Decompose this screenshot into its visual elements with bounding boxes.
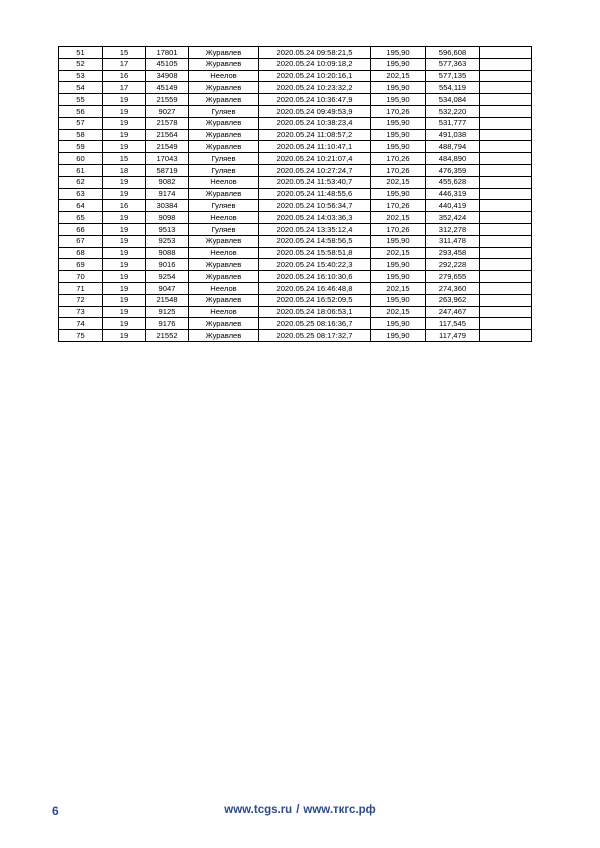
- cell-group: 19: [103, 294, 146, 306]
- cell-arrival-time: 2020.05.24 14:03:36,3: [259, 212, 371, 224]
- cell-speed: 554,119: [426, 82, 480, 94]
- cell-place: 74: [59, 318, 103, 330]
- cell-arrival-time: 2020.05.24 11:53:40,7: [259, 176, 371, 188]
- table-row: [59, 176, 532, 188]
- cell-distance: 170,26: [371, 200, 426, 212]
- cell-owner: Журавлев: [189, 318, 259, 330]
- cell-ring-number: 21549: [146, 141, 189, 153]
- cell-owner: Неелов: [189, 70, 259, 82]
- cell-arrival-time: 2020.05.24 11:08:57,2: [259, 129, 371, 141]
- cell-speed: 311,478: [426, 235, 480, 247]
- cell-place: 56: [59, 105, 103, 117]
- cell-arrival-time: 2020.05.24 10:56:34,7: [259, 200, 371, 212]
- cell-extra: [480, 188, 532, 200]
- cell-place: 64: [59, 200, 103, 212]
- cell-group: 15: [103, 153, 146, 165]
- cell-extra: [480, 117, 532, 129]
- cell-distance: 195,90: [371, 294, 426, 306]
- cell-distance: 202,15: [371, 306, 426, 318]
- cell-distance: 202,15: [371, 212, 426, 224]
- website-link-tcgs[interactable]: www.tcgs.ru: [224, 804, 293, 816]
- table-row: [59, 141, 532, 153]
- cell-ring-number: 21552: [146, 330, 189, 342]
- cell-group: 19: [103, 105, 146, 117]
- cell-owner: Неелов: [189, 282, 259, 294]
- cell-place: 58: [59, 129, 103, 141]
- table-row: [59, 58, 532, 70]
- cell-ring-number: 34908: [146, 70, 189, 82]
- cell-place: 54: [59, 82, 103, 94]
- cell-extra: [480, 294, 532, 306]
- cell-distance: 170,26: [371, 105, 426, 117]
- cell-arrival-time: 2020.05.24 10:27:24,7: [259, 164, 371, 176]
- cell-ring-number: 9176: [146, 318, 189, 330]
- cell-extra: [480, 47, 532, 59]
- cell-group: 19: [103, 306, 146, 318]
- cell-distance: 170,26: [371, 153, 426, 165]
- cell-distance: 202,15: [371, 282, 426, 294]
- cell-group: 16: [103, 200, 146, 212]
- cell-owner: Неелов: [189, 212, 259, 224]
- results-table: [58, 46, 532, 342]
- cell-speed: 534,084: [426, 94, 480, 106]
- cell-extra: [480, 259, 532, 271]
- cell-place: 73: [59, 306, 103, 318]
- page-footer: [0, 804, 600, 824]
- cell-place: 68: [59, 247, 103, 259]
- cell-arrival-time: 2020.05.24 16:46:48,8: [259, 282, 371, 294]
- cell-extra: [480, 153, 532, 165]
- cell-extra: [480, 105, 532, 117]
- cell-extra: [480, 282, 532, 294]
- cell-ring-number: 58719: [146, 164, 189, 176]
- cell-place: 70: [59, 271, 103, 283]
- cell-owner: Неелов: [189, 306, 259, 318]
- cell-distance: 195,90: [371, 94, 426, 106]
- cell-speed: 476,359: [426, 164, 480, 176]
- table-row: [59, 153, 532, 165]
- cell-group: 19: [103, 117, 146, 129]
- cell-distance: 202,15: [371, 70, 426, 82]
- cell-group: 19: [103, 188, 146, 200]
- table-row: [59, 117, 532, 129]
- table-row: [59, 318, 532, 330]
- table-row: [59, 294, 532, 306]
- cell-extra: [480, 141, 532, 153]
- table-row: [59, 330, 532, 342]
- cell-speed: 577,135: [426, 70, 480, 82]
- cell-owner: Журавлев: [189, 188, 259, 200]
- cell-extra: [480, 70, 532, 82]
- page-number: 6: [52, 804, 59, 818]
- cell-ring-number: 9513: [146, 223, 189, 235]
- table-row: [59, 164, 532, 176]
- cell-arrival-time: 2020.05.24 10:21:07,4: [259, 153, 371, 165]
- cell-extra: [480, 306, 532, 318]
- cell-speed: 247,467: [426, 306, 480, 318]
- cell-place: 55: [59, 94, 103, 106]
- cell-owner: Журавлев: [189, 58, 259, 70]
- cell-ring-number: 9254: [146, 271, 189, 283]
- footer-links: [0, 804, 600, 816]
- cell-group: 19: [103, 271, 146, 283]
- cell-speed: 577,363: [426, 58, 480, 70]
- cell-place: 67: [59, 235, 103, 247]
- cell-owner: Журавлев: [189, 259, 259, 271]
- cell-group: 19: [103, 259, 146, 271]
- cell-extra: [480, 200, 532, 212]
- cell-group: 19: [103, 223, 146, 235]
- cell-ring-number: 21559: [146, 94, 189, 106]
- table-row: [59, 70, 532, 82]
- cell-extra: [480, 82, 532, 94]
- cell-speed: 274,360: [426, 282, 480, 294]
- cell-extra: [480, 212, 532, 224]
- cell-group: 18: [103, 164, 146, 176]
- cell-speed: 293,458: [426, 247, 480, 259]
- cell-distance: 202,15: [371, 247, 426, 259]
- table-row: [59, 94, 532, 106]
- cell-ring-number: 30384: [146, 200, 189, 212]
- cell-extra: [480, 247, 532, 259]
- cell-extra: [480, 235, 532, 247]
- cell-speed: 352,424: [426, 212, 480, 224]
- cell-place: 69: [59, 259, 103, 271]
- cell-group: 19: [103, 141, 146, 153]
- cell-group: 19: [103, 318, 146, 330]
- cell-group: 15: [103, 47, 146, 59]
- cell-owner: Журавлев: [189, 294, 259, 306]
- cell-ring-number: 9088: [146, 247, 189, 259]
- cell-place: 62: [59, 176, 103, 188]
- table-row: [59, 259, 532, 271]
- cell-speed: 531,777: [426, 117, 480, 129]
- cell-speed: 440,419: [426, 200, 480, 212]
- cell-ring-number: 17801: [146, 47, 189, 59]
- table-row: [59, 306, 532, 318]
- cell-extra: [480, 176, 532, 188]
- cell-arrival-time: 2020.05.24 10:23:32,2: [259, 82, 371, 94]
- cell-speed: 117,545: [426, 318, 480, 330]
- cell-arrival-time: 2020.05.24 09:49:53,9: [259, 105, 371, 117]
- cell-owner: Гуляев: [189, 105, 259, 117]
- cell-arrival-time: 2020.05.24 09:58:21,5: [259, 47, 371, 59]
- cell-ring-number: 21578: [146, 117, 189, 129]
- cell-owner: Журавлев: [189, 129, 259, 141]
- table-row: [59, 271, 532, 283]
- cell-owner: Гуляев: [189, 164, 259, 176]
- table-row: [59, 247, 532, 259]
- table-row: [59, 105, 532, 117]
- cell-owner: Журавлев: [189, 141, 259, 153]
- cell-arrival-time: 2020.05.24 18:06:53,1: [259, 306, 371, 318]
- cell-extra: [480, 164, 532, 176]
- cell-arrival-time: 2020.05.24 15:40:22,3: [259, 259, 371, 271]
- cell-place: 57: [59, 117, 103, 129]
- table-row: [59, 223, 532, 235]
- cell-place: 60: [59, 153, 103, 165]
- cell-owner: Журавлев: [189, 235, 259, 247]
- cell-distance: 195,90: [371, 129, 426, 141]
- cell-ring-number: 9016: [146, 259, 189, 271]
- cell-ring-number: 17043: [146, 153, 189, 165]
- cell-speed: 312,278: [426, 223, 480, 235]
- cell-owner: Неелов: [189, 247, 259, 259]
- cell-ring-number: 9082: [146, 176, 189, 188]
- cell-distance: 195,90: [371, 259, 426, 271]
- cell-owner: Журавлев: [189, 47, 259, 59]
- cell-distance: 195,90: [371, 235, 426, 247]
- cell-place: 61: [59, 164, 103, 176]
- cell-ring-number: 9253: [146, 235, 189, 247]
- cell-speed: 484,890: [426, 153, 480, 165]
- table-row: [59, 282, 532, 294]
- cell-distance: 170,26: [371, 223, 426, 235]
- cell-extra: [480, 94, 532, 106]
- cell-group: 19: [103, 247, 146, 259]
- cell-arrival-time: 2020.05.25 08:16:36,7: [259, 318, 371, 330]
- cell-extra: [480, 330, 532, 342]
- cell-extra: [480, 129, 532, 141]
- cell-group: 19: [103, 176, 146, 188]
- footer-separator: /: [296, 804, 300, 816]
- cell-group: 19: [103, 212, 146, 224]
- table-row: [59, 47, 532, 59]
- cell-owner: Гуляев: [189, 223, 259, 235]
- cell-owner: Журавлев: [189, 82, 259, 94]
- table-row: [59, 200, 532, 212]
- cell-place: 52: [59, 58, 103, 70]
- cell-speed: 263,962: [426, 294, 480, 306]
- cell-arrival-time: 2020.05.25 08:17:32,7: [259, 330, 371, 342]
- cell-place: 59: [59, 141, 103, 153]
- cell-arrival-time: 2020.05.24 16:10:30,6: [259, 271, 371, 283]
- cell-owner: Гуляев: [189, 200, 259, 212]
- cell-arrival-time: 2020.05.24 13:35:12,4: [259, 223, 371, 235]
- table-row: [59, 82, 532, 94]
- cell-extra: [480, 223, 532, 235]
- cell-extra: [480, 271, 532, 283]
- cell-owner: Журавлев: [189, 94, 259, 106]
- table-row: [59, 212, 532, 224]
- cell-ring-number: 45149: [146, 82, 189, 94]
- cell-speed: 446,319: [426, 188, 480, 200]
- cell-ring-number: 21564: [146, 129, 189, 141]
- cell-owner: Журавлев: [189, 271, 259, 283]
- cell-ring-number: 45105: [146, 58, 189, 70]
- cell-place: 72: [59, 294, 103, 306]
- cell-place: 53: [59, 70, 103, 82]
- cell-distance: 195,90: [371, 330, 426, 342]
- cell-distance: 195,90: [371, 82, 426, 94]
- cell-ring-number: 9027: [146, 105, 189, 117]
- cell-place: 51: [59, 47, 103, 59]
- cell-owner: Гуляев: [189, 153, 259, 165]
- cell-speed: 455,628: [426, 176, 480, 188]
- cell-group: 17: [103, 82, 146, 94]
- cell-distance: 195,90: [371, 117, 426, 129]
- cell-extra: [480, 58, 532, 70]
- cell-group: 19: [103, 330, 146, 342]
- cell-group: 19: [103, 235, 146, 247]
- cell-ring-number: 9047: [146, 282, 189, 294]
- cell-speed: 596,608: [426, 47, 480, 59]
- cell-group: 19: [103, 129, 146, 141]
- cell-speed: 292,228: [426, 259, 480, 271]
- cell-place: 65: [59, 212, 103, 224]
- cell-place: 63: [59, 188, 103, 200]
- cell-arrival-time: 2020.05.24 10:09:18,2: [259, 58, 371, 70]
- cell-distance: 170,26: [371, 164, 426, 176]
- cell-distance: 195,90: [371, 271, 426, 283]
- cell-ring-number: 21548: [146, 294, 189, 306]
- cell-extra: [480, 318, 532, 330]
- website-link-tkgs[interactable]: www.ткгс.рф: [303, 804, 376, 816]
- cell-owner: Журавлев: [189, 330, 259, 342]
- cell-speed: 279,655: [426, 271, 480, 283]
- cell-group: 19: [103, 94, 146, 106]
- cell-speed: 117,479: [426, 330, 480, 342]
- cell-ring-number: 9174: [146, 188, 189, 200]
- cell-distance: 195,90: [371, 58, 426, 70]
- cell-distance: 195,90: [371, 188, 426, 200]
- cell-arrival-time: 2020.05.24 15:58:51,8: [259, 247, 371, 259]
- table-row: [59, 188, 532, 200]
- cell-distance: 195,90: [371, 318, 426, 330]
- cell-arrival-time: 2020.05.24 10:36:47,9: [259, 94, 371, 106]
- cell-owner: Неелов: [189, 176, 259, 188]
- cell-distance: 195,90: [371, 47, 426, 59]
- cell-speed: 532,220: [426, 105, 480, 117]
- cell-arrival-time: 2020.05.24 10:38:23,4: [259, 117, 371, 129]
- cell-speed: 491,038: [426, 129, 480, 141]
- cell-ring-number: 9098: [146, 212, 189, 224]
- cell-place: 66: [59, 223, 103, 235]
- table-row: [59, 129, 532, 141]
- table-row: [59, 235, 532, 247]
- results-table-body: [59, 47, 532, 342]
- cell-speed: 488,794: [426, 141, 480, 153]
- cell-owner: Журавлев: [189, 117, 259, 129]
- cell-distance: 202,15: [371, 176, 426, 188]
- cell-group: 16: [103, 70, 146, 82]
- cell-group: 17: [103, 58, 146, 70]
- cell-arrival-time: 2020.05.24 11:10:47,1: [259, 141, 371, 153]
- cell-place: 71: [59, 282, 103, 294]
- cell-arrival-time: 2020.05.24 16:52:09,5: [259, 294, 371, 306]
- cell-ring-number: 9125: [146, 306, 189, 318]
- cell-distance: 195,90: [371, 141, 426, 153]
- cell-arrival-time: 2020.05.24 14:58:56,5: [259, 235, 371, 247]
- cell-place: 75: [59, 330, 103, 342]
- cell-group: 19: [103, 282, 146, 294]
- cell-arrival-time: 2020.05.24 11:48:55,6: [259, 188, 371, 200]
- cell-arrival-time: 2020.05.24 10:20:16,1: [259, 70, 371, 82]
